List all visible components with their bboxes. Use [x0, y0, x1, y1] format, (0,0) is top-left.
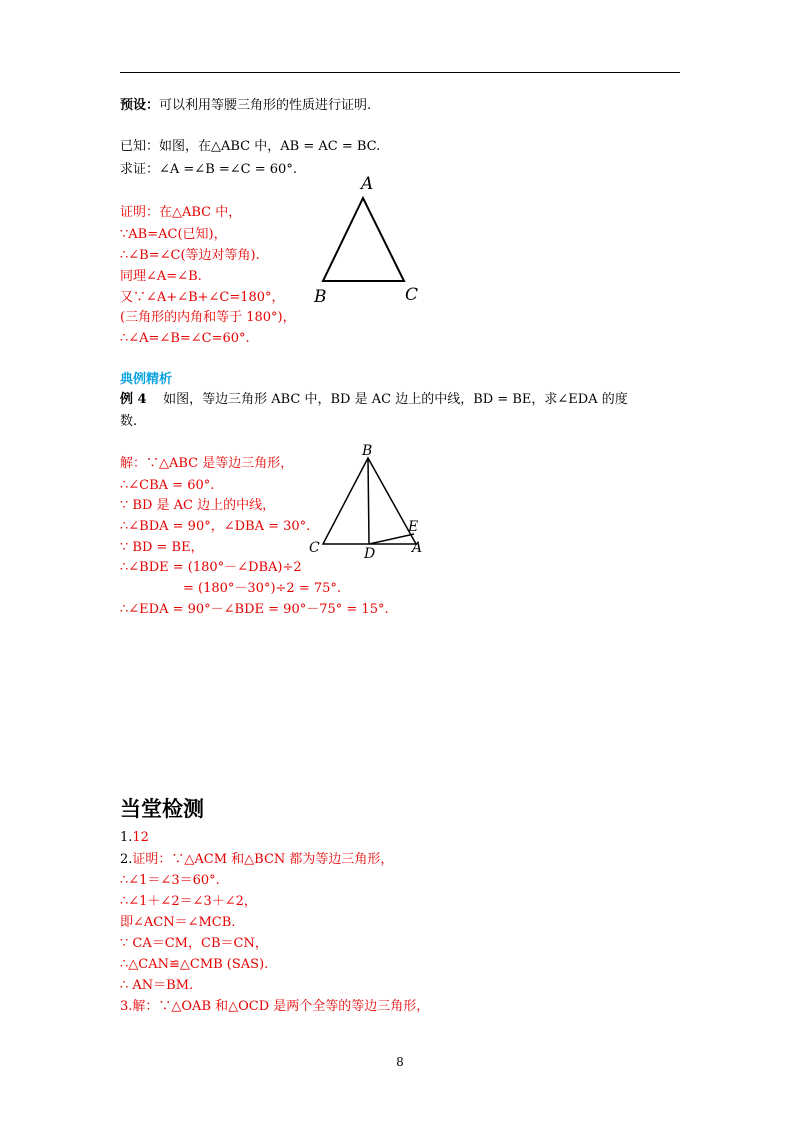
triangle-figure-1	[305, 170, 435, 310]
q2-line: ∴△CAN≌△CMB (SAS).	[120, 957, 269, 972]
test-q1	[120, 830, 149, 846]
vertex-label-d: D	[364, 546, 376, 562]
q3-line: 3.解：∵△OAB 和△OCD 是两个全等的等边三角形，	[120, 999, 430, 1014]
solution-line: ∵ BD = BE，	[120, 540, 204, 555]
proof-line: (三角形的内角和等于 180°)，	[120, 310, 296, 325]
q1-answer: 12	[132, 830, 149, 845]
proof-line: ∴∠B=∠C(等边对等角).	[120, 248, 260, 263]
q2-prefix: 2.	[120, 852, 133, 867]
q2-line: ∴∠1＋∠2＝∠3＋∠2，	[120, 894, 257, 909]
proof-line: ∵AB=AC(已知)，	[120, 227, 227, 242]
proof-line: ∴∠A=∠B=∠C=60°.	[120, 331, 250, 346]
test-q2-first	[120, 852, 393, 868]
vertex-label-a: A	[412, 540, 423, 556]
proof-line: 证明：在△ABC 中，	[120, 205, 242, 220]
example-text-1: 如图，等边三角形 ABC 中，BD 是 AC 边上的中线，BD = BE，求∠EDA 的度	[163, 392, 628, 407]
section-example-title: 典例精析	[120, 372, 173, 387]
solution-line: = (180°－30°)÷2 = 75°.	[183, 581, 342, 596]
preview-line	[120, 98, 371, 114]
known-line: 已知：如图，在△ABC 中，AB = AC = BC.	[120, 139, 381, 154]
vertex-label-c: C	[405, 285, 419, 305]
vertex-label-e: E	[408, 519, 419, 535]
example-line-1	[120, 392, 628, 408]
page-number: 8	[396, 1055, 404, 1069]
proof-line: 又∵∠A+∠B+∠C=180°，	[120, 290, 285, 305]
q2-line: ∴ AN＝BM.	[120, 978, 194, 993]
triangle-figure-2	[305, 440, 435, 565]
vertex-label-b: B	[314, 287, 327, 307]
solution-line: ∴∠BDA = 90°，∠DBA = 30°.	[120, 519, 311, 534]
solution-line: ∵ BD 是 AC 边上的中线，	[120, 498, 276, 513]
q1-prefix: 1.	[120, 830, 133, 845]
solution-line: ∴∠EDA = 90°－∠BDE = 90°－75° = 15°.	[120, 602, 389, 617]
equilateral-triangle	[323, 198, 404, 281]
segment-de	[369, 534, 414, 544]
example-line-2: 数.	[120, 414, 138, 429]
preview-text: 可以利用等腰三角形的性质进行证明.	[159, 98, 372, 113]
vertex-label-c: C	[309, 540, 320, 556]
example-label: 例 4	[120, 392, 147, 407]
header-rule	[120, 72, 680, 73]
q2-line: ∴∠1＝∠3＝60°.	[120, 873, 220, 888]
preview-label: 预设：	[120, 98, 160, 113]
prove-line: 求证：∠A =∠B =∠C = 60°.	[120, 162, 297, 177]
solution-line: 解：∵△ABC 是等边三角形，	[120, 456, 294, 471]
vertex-label-b: B	[362, 443, 373, 459]
solution-line: ∴∠CBA = 60°.	[120, 478, 215, 493]
q2-line: ∵ CA＝CM，CB＝CN，	[120, 936, 268, 951]
vertex-label-a: A	[361, 174, 374, 194]
proof-line: 同理∠A=∠B.	[120, 269, 202, 284]
solution-line: ∴∠BDE = (180°－∠DBA)÷2	[120, 560, 302, 575]
q2-line: 即∠ACN＝∠MCB.	[120, 915, 236, 930]
q2-line: 证明：∵△ACM 和△BCN 都为等边三角形，	[132, 852, 394, 867]
section-test-title: 当堂检测	[120, 797, 204, 821]
median-bd	[368, 458, 369, 544]
